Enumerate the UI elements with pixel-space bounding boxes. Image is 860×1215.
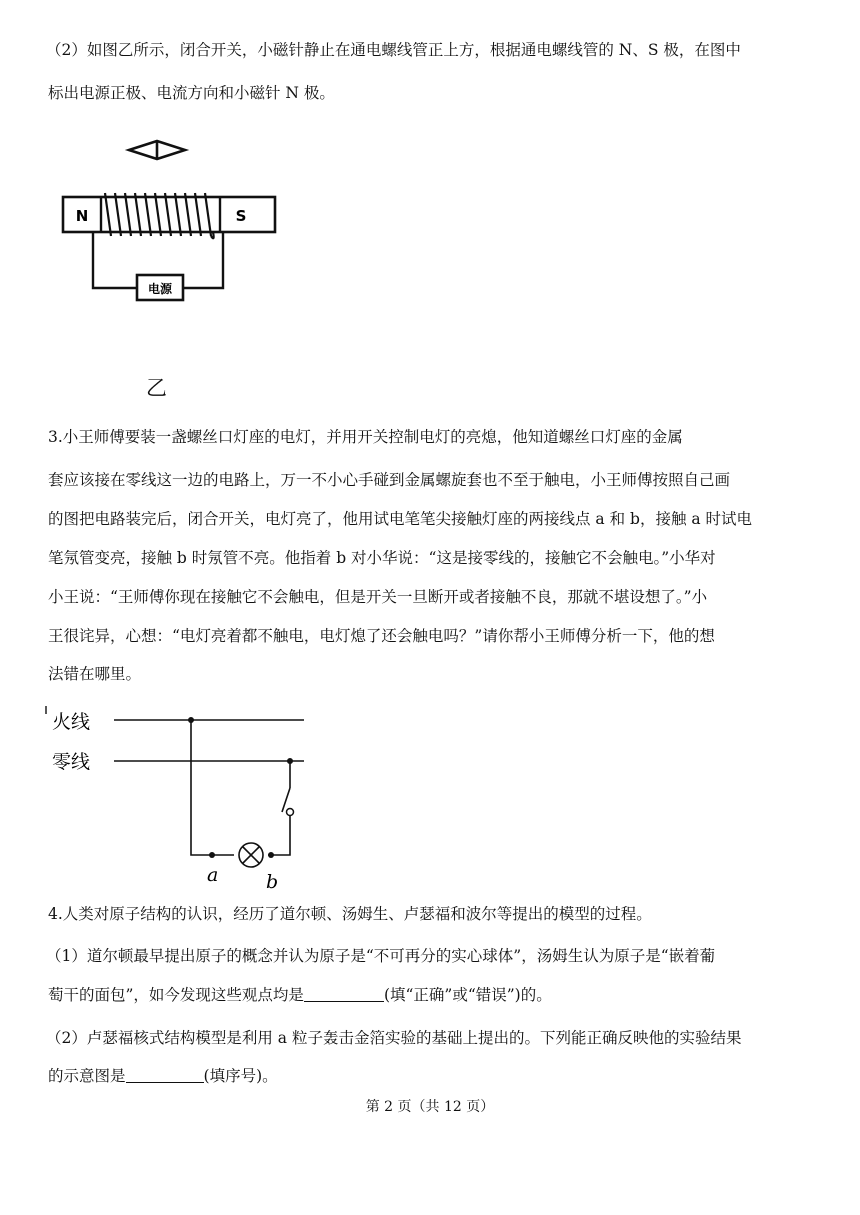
figure-caption: 乙 bbox=[146, 376, 167, 400]
right-pole-label: S bbox=[235, 207, 247, 225]
q4-part1-line1: （1）道尔顿最早提出原子的概念并认为原子是“不可再分的实心球体”，汤姆生认为原子是“嵌着葡 bbox=[46, 947, 716, 965]
q3-line-4: 笔氖管变亮，接触 b 时氖管不亮。他指着 b 对小华说：“这是接零线的，接触它不会触电。”小华对 bbox=[48, 549, 716, 567]
q4-part2-line2 bbox=[48, 1058, 818, 1095]
q3-line-5: 小王说：“王师傅你现在接触它不会触电，但是开关一旦断开或者接触不良，那就不堪设想了。”小 bbox=[48, 588, 708, 606]
q4-part1-line2 bbox=[48, 977, 818, 1014]
q4-stem: 4.人类对原子结构的认识，经历了道尔顿、汤姆生、卢瑟福和波尔等提出的模型的过程。 bbox=[48, 905, 652, 923]
footer-middle: 页（共 bbox=[397, 1099, 440, 1115]
q3-line-1: 3.小王师傅要装一盏螺丝口灯座的电灯，并用开关控制电灯的亮熄，他知道螺丝口灯座的金属 bbox=[48, 428, 683, 446]
q3-line-6: 王很诧异，心想：“电灯亮着都不触电，电灯熄了还会触电吗？”请你帮小王师傅分析一下，他的想 bbox=[48, 627, 715, 645]
page-footer bbox=[0, 1096, 860, 1116]
q2-part2-line1: （2）如图乙所示，闭合开关，小磁针静止在通电螺线管正上方，根据通电螺线管的 N、S 极，在图中 bbox=[46, 41, 741, 59]
q2-part2-line2: 标出电源正极、电流方向和小磁针 N 极。 bbox=[48, 84, 335, 102]
q3-line-7: 法错在哪里。 bbox=[48, 665, 142, 683]
point-b-label: b bbox=[266, 871, 279, 893]
footer-total-pages: 12 bbox=[444, 1099, 462, 1115]
neutral-wire-label: 零线 bbox=[52, 751, 91, 773]
compass-needle bbox=[129, 141, 185, 159]
q3-line-2: 套应该接在零线这一边的电路上，万一不小心手碰到金属螺旋套也不至于触电，小王师傅按照自己画 bbox=[48, 471, 731, 489]
footer-suffix: 页） bbox=[466, 1099, 495, 1115]
point-a-label: a bbox=[207, 864, 219, 886]
answer-blank-1[interactable] bbox=[304, 984, 384, 1002]
left-pole-label: N bbox=[75, 207, 89, 225]
figure-circuit bbox=[44, 700, 324, 895]
live-wire-label: 火线 bbox=[52, 711, 91, 733]
footer-prefix: 第 bbox=[365, 1099, 380, 1115]
answer-blank-2[interactable] bbox=[126, 1065, 204, 1083]
figure-solenoid bbox=[55, 130, 295, 410]
q4-part1-text: 萄干的面包”，如今发现这些观点均是 bbox=[48, 986, 304, 1004]
footer-page-number: 2 bbox=[384, 1099, 394, 1115]
q4-part2-hint: (填序号)。 bbox=[203, 1067, 278, 1085]
q4-part1-hint: (填“正确”或“错误”)的。 bbox=[383, 986, 552, 1004]
power-source-label: 电源 bbox=[147, 282, 173, 296]
q4-part2-line1: （2）卢瑟福核式结构模型是利用 a 粒子轰击金箔实验的基础上提出的。下列能正确反映他的实验结果 bbox=[46, 1029, 742, 1047]
q3-line-3: 的图把电路装完后，闭合开关，电灯亮了，他用试电笔笔尖接触灯座的两接线点 a 和 b，接触 a 时试电 bbox=[48, 510, 753, 528]
q4-part2-text: 的示意图是 bbox=[48, 1067, 126, 1085]
